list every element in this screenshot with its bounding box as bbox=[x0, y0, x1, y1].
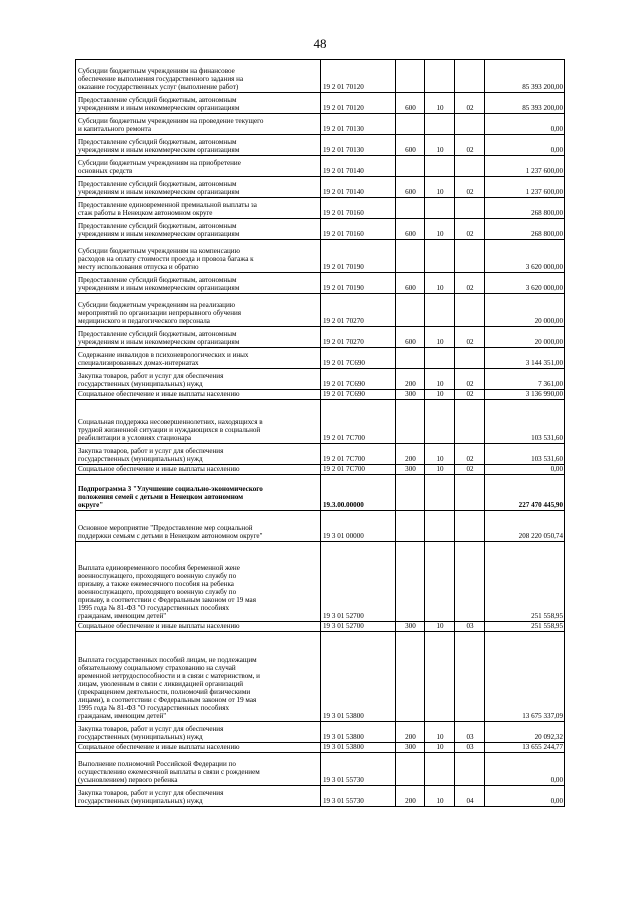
row-code: 19 2 01 70130 bbox=[321, 114, 396, 135]
row-amount: 0,00 bbox=[485, 114, 565, 135]
row-section: 10 bbox=[425, 722, 455, 743]
row-expense-type: 600 bbox=[396, 219, 425, 240]
row-section bbox=[425, 294, 455, 327]
row-code: 19 3 01 53800 bbox=[321, 743, 396, 753]
row-expense-type: 300 bbox=[396, 390, 425, 400]
row-amount: 103 531,60 bbox=[485, 400, 565, 444]
row-code: 19 2 01 7С690 bbox=[321, 348, 396, 369]
row-subsection bbox=[455, 511, 485, 542]
row-expense-type: 600 bbox=[396, 135, 425, 156]
row-section bbox=[425, 198, 455, 219]
row-name: Субсидии бюджетным учреждениям на реализацию мероприятий по организации непрерывного обучения медицинского и педагогического персонала bbox=[76, 294, 321, 327]
row-section: 10 bbox=[425, 369, 455, 390]
table-row bbox=[76, 156, 565, 177]
row-name: Закупка товаров, работ и услуг для обеспечения государственных (муниципальных) нужд bbox=[76, 786, 321, 807]
row-subsection bbox=[455, 542, 485, 622]
row-subsection: 02 bbox=[455, 93, 485, 114]
row-name: Содержание инвалидов в психоневрологических и иных специализированных домах-интернатах bbox=[76, 348, 321, 369]
row-amount: 13 675 337,09 bbox=[485, 632, 565, 722]
table-row bbox=[76, 753, 565, 786]
row-expense-type bbox=[396, 511, 425, 542]
row-code: 19 2 01 70140 bbox=[321, 177, 396, 198]
row-section: 10 bbox=[425, 219, 455, 240]
row-expense-type bbox=[396, 114, 425, 135]
row-subsection: 02 bbox=[455, 444, 485, 465]
row-amount: 0,00 bbox=[485, 135, 565, 156]
table-row bbox=[76, 632, 565, 722]
row-name: Субсидии бюджетным учреждениям на приобретение основных средств bbox=[76, 156, 321, 177]
row-subsection bbox=[455, 198, 485, 219]
row-expense-type: 200 bbox=[396, 444, 425, 465]
row-section: 10 bbox=[425, 390, 455, 400]
row-amount: 3 620 000,00 bbox=[485, 240, 565, 273]
row-amount: 20 000,00 bbox=[485, 294, 565, 327]
row-code: 19 3 01 00000 bbox=[321, 511, 396, 542]
row-name: Предоставление единовременной премиальной выплаты за стаж работы в Ненецком автономном округе bbox=[76, 198, 321, 219]
row-expense-type: 200 bbox=[396, 369, 425, 390]
row-section bbox=[425, 542, 455, 622]
row-expense-type bbox=[396, 348, 425, 369]
row-code: 19 2 01 70130 bbox=[321, 135, 396, 156]
row-subsection bbox=[455, 475, 485, 511]
row-section: 10 bbox=[425, 444, 455, 465]
row-expense-type bbox=[396, 156, 425, 177]
table-row bbox=[76, 327, 565, 348]
row-name: Подпрограмма 3 "Улучшение социально-экономического положения семей с детьми в Ненецком автономном округе" bbox=[76, 475, 321, 511]
row-section: 10 bbox=[425, 327, 455, 348]
row-section: 10 bbox=[425, 786, 455, 807]
row-section: 10 bbox=[425, 273, 455, 294]
row-amount: 1 237 600,00 bbox=[485, 177, 565, 198]
row-amount: 20 092,32 bbox=[485, 722, 565, 743]
row-section bbox=[425, 114, 455, 135]
table-row bbox=[76, 60, 565, 93]
row-name: Социальное обеспечение и иные выплаты населению bbox=[76, 465, 321, 475]
row-subsection: 02 bbox=[455, 390, 485, 400]
row-amount: 85 393 200,00 bbox=[485, 60, 565, 93]
row-expense-type bbox=[396, 542, 425, 622]
row-amount: 251 558,95 bbox=[485, 622, 565, 632]
row-code: 19 2 01 70160 bbox=[321, 198, 396, 219]
row-code: 19 3 01 53800 bbox=[321, 632, 396, 722]
row-subsection: 03 bbox=[455, 622, 485, 632]
row-code: 19 2 01 70120 bbox=[321, 60, 396, 93]
row-amount: 268 800,00 bbox=[485, 219, 565, 240]
row-code: 19 3 01 55730 bbox=[321, 786, 396, 807]
row-subsection: 03 bbox=[455, 722, 485, 743]
row-amount: 3 136 990,00 bbox=[485, 390, 565, 400]
row-amount: 85 393 200,00 bbox=[485, 93, 565, 114]
row-code: 19 2 01 70190 bbox=[321, 273, 396, 294]
row-amount: 1 237 600,00 bbox=[485, 156, 565, 177]
row-name: Предоставление субсидий бюджетным, автономным учреждениям и иным некоммерческим организациям bbox=[76, 273, 321, 294]
row-code: 19 2 01 70270 bbox=[321, 327, 396, 348]
row-code: 19 2 01 7С700 bbox=[321, 465, 396, 475]
row-code: 19 2 01 70270 bbox=[321, 294, 396, 327]
row-expense-type: 300 bbox=[396, 622, 425, 632]
row-name: Основное мероприятие "Предоставление мер социальной поддержки семьям с детьми в Ненецком автономном округе" bbox=[76, 511, 321, 542]
row-name: Социальное обеспечение и иные выплаты населению bbox=[76, 390, 321, 400]
table-row bbox=[76, 294, 565, 327]
table-row bbox=[76, 240, 565, 273]
row-code: 19 2 01 70160 bbox=[321, 219, 396, 240]
table-row bbox=[76, 369, 565, 390]
row-subsection: 02 bbox=[455, 219, 485, 240]
row-name: Закупка товаров, работ и услуг для обеспечения государственных (муниципальных) нужд bbox=[76, 722, 321, 743]
row-name: Предоставление субсидий бюджетным, автономным учреждениям и иным некоммерческим организациям bbox=[76, 177, 321, 198]
row-expense-type: 200 bbox=[396, 786, 425, 807]
table-row bbox=[76, 348, 565, 369]
row-section bbox=[425, 240, 455, 273]
row-name: Предоставление субсидий бюджетным, автономным учреждениям и иным некоммерческим организациям bbox=[76, 327, 321, 348]
table-row bbox=[76, 219, 565, 240]
row-expense-type: 600 bbox=[396, 273, 425, 294]
row-section: 10 bbox=[425, 93, 455, 114]
row-name: Выполнение полномочий Российской Федерации по осуществлению ежемесячной выплаты в связи с рождением (усыновлением) первого ребенка bbox=[76, 753, 321, 786]
row-subsection bbox=[455, 156, 485, 177]
row-subsection: 02 bbox=[455, 177, 485, 198]
row-expense-type bbox=[396, 475, 425, 511]
table-row bbox=[76, 444, 565, 465]
table-row bbox=[76, 400, 565, 444]
row-expense-type: 300 bbox=[396, 743, 425, 753]
table-row bbox=[76, 177, 565, 198]
budget-table bbox=[75, 59, 565, 807]
row-amount: 3 144 351,00 bbox=[485, 348, 565, 369]
table-row bbox=[76, 475, 565, 511]
table-row bbox=[76, 743, 565, 753]
row-section: 10 bbox=[425, 465, 455, 475]
row-amount: 3 620 000,00 bbox=[485, 273, 565, 294]
row-subsection: 03 bbox=[455, 743, 485, 753]
row-name: Закупка товаров, работ и услуг для обеспечения государственных (муниципальных) нужд bbox=[76, 369, 321, 390]
row-name: Субсидии бюджетным учреждениям на компенсацию расходов на оплату стоимости проезда и провоза багажа к месту использования отпуска и обратно bbox=[76, 240, 321, 273]
row-subsection: 02 bbox=[455, 273, 485, 294]
row-name: Предоставление субсидий бюджетным, автономным учреждениям и иным некоммерческим организациям bbox=[76, 219, 321, 240]
row-amount: 13 655 244,77 bbox=[485, 743, 565, 753]
row-amount: 0,00 bbox=[485, 786, 565, 807]
row-section: 10 bbox=[425, 135, 455, 156]
row-subsection: 02 bbox=[455, 327, 485, 348]
row-amount: 227 470 445,90 bbox=[485, 475, 565, 511]
row-expense-type bbox=[396, 753, 425, 786]
row-name: Субсидии бюджетным учреждениям на финансовое обеспечение выполнения государственного задания на оказание государственных услуг (выполнение работ) bbox=[76, 60, 321, 93]
row-expense-type bbox=[396, 240, 425, 273]
row-name: Социальное обеспечение и иные выплаты населению bbox=[76, 743, 321, 753]
row-section bbox=[425, 753, 455, 786]
page-number: 48 bbox=[313, 36, 327, 51]
row-subsection bbox=[455, 632, 485, 722]
budget-table-body bbox=[76, 60, 565, 807]
row-subsection: 02 bbox=[455, 135, 485, 156]
row-subsection bbox=[455, 60, 485, 93]
row-name: Предоставление субсидий бюджетным, автономным учреждениям и иным некоммерческим организациям bbox=[76, 93, 321, 114]
row-code: 19 2 01 7С690 bbox=[321, 369, 396, 390]
row-code: 19 3 01 52700 bbox=[321, 542, 396, 622]
row-amount: 0,00 bbox=[485, 753, 565, 786]
row-code: 19 2 01 7С700 bbox=[321, 444, 396, 465]
row-section: 10 bbox=[425, 177, 455, 198]
row-subsection bbox=[455, 348, 485, 369]
row-subsection bbox=[455, 114, 485, 135]
row-name: Субсидии бюджетным учреждениям на проведение текущего и капитального ремонта bbox=[76, 114, 321, 135]
row-section bbox=[425, 348, 455, 369]
table-row bbox=[76, 114, 565, 135]
row-expense-type bbox=[396, 60, 425, 93]
table-row bbox=[76, 622, 565, 632]
row-name: Выплата государственных пособий лицам, не подлежащим обязательному социальному страхованию на случай временной нетрудоспособности и в связи с материнством, и лицам, уволенным в связи с ликвидацией организаций (прекращением деятельности, полномочий физическими лицами), в соответствии с Федеральным законом от 19 мая 1995 года № 81-ФЗ "О государственных пособиях гражданам, имеющим детей" bbox=[76, 632, 321, 722]
row-subsection bbox=[455, 400, 485, 444]
row-subsection bbox=[455, 240, 485, 273]
table-row bbox=[76, 198, 565, 219]
table-row bbox=[76, 273, 565, 294]
row-expense-type bbox=[396, 632, 425, 722]
table-row bbox=[76, 93, 565, 114]
row-section bbox=[425, 400, 455, 444]
row-amount: 20 000,00 bbox=[485, 327, 565, 348]
row-name: Закупка товаров, работ и услуг для обеспечения государственных (муниципальных) нужд bbox=[76, 444, 321, 465]
row-code: 19 2 01 7С700 bbox=[321, 400, 396, 444]
table-row bbox=[76, 722, 565, 743]
row-amount: 0,00 bbox=[485, 465, 565, 475]
row-section bbox=[425, 156, 455, 177]
table-row bbox=[76, 542, 565, 622]
row-section: 10 bbox=[425, 622, 455, 632]
table-row bbox=[76, 511, 565, 542]
row-name: Выплата единовременного пособия беременной жене военнослужащего, проходящего военную службу по призыву, а также ежемесячного пособия на ребенка военнослужащего, проходящего военную службу по призыву, в соответствии с Федеральным законом от 19 мая 1995 года № 81-ФЗ "О государственных пособиях гражданам, имеющим детей" bbox=[76, 542, 321, 622]
row-code: 19 3 01 55730 bbox=[321, 753, 396, 786]
row-section bbox=[425, 511, 455, 542]
row-code: 19 2 01 70190 bbox=[321, 240, 396, 273]
row-subsection: 02 bbox=[455, 369, 485, 390]
row-code: 19 2 01 70140 bbox=[321, 156, 396, 177]
row-amount: 103 531,60 bbox=[485, 444, 565, 465]
row-subsection bbox=[455, 294, 485, 327]
row-expense-type: 600 bbox=[396, 93, 425, 114]
row-subsection bbox=[455, 753, 485, 786]
row-section bbox=[425, 60, 455, 93]
row-section: 10 bbox=[425, 743, 455, 753]
table-row bbox=[76, 786, 565, 807]
row-code: 19 3 01 52700 bbox=[321, 622, 396, 632]
row-expense-type bbox=[396, 400, 425, 444]
row-code: 19 2 01 70120 bbox=[321, 93, 396, 114]
row-code: 19.3.00.00000 bbox=[321, 475, 396, 511]
table-row bbox=[76, 390, 565, 400]
row-code: 19 2 01 7С690 bbox=[321, 390, 396, 400]
row-code: 19 3 01 53800 bbox=[321, 722, 396, 743]
row-expense-type bbox=[396, 198, 425, 219]
row-expense-type: 600 bbox=[396, 177, 425, 198]
row-section bbox=[425, 475, 455, 511]
row-subsection: 02 bbox=[455, 465, 485, 475]
row-amount: 268 800,00 bbox=[485, 198, 565, 219]
row-name: Социальное обеспечение и иные выплаты населению bbox=[76, 622, 321, 632]
row-name: Социальная поддержка несовершеннолетних, находящихся в трудной жизненной ситуации и нуждающихся в социальной реабилитации в условиях стационара bbox=[76, 400, 321, 444]
row-amount: 251 558,95 bbox=[485, 542, 565, 622]
row-subsection: 04 bbox=[455, 786, 485, 807]
row-amount: 208 220 050,74 bbox=[485, 511, 565, 542]
row-expense-type bbox=[396, 294, 425, 327]
table-row bbox=[76, 465, 565, 475]
row-section bbox=[425, 632, 455, 722]
row-expense-type: 200 bbox=[396, 722, 425, 743]
table-row bbox=[76, 135, 565, 156]
row-name: Предоставление субсидий бюджетным, автономным учреждениям и иным некоммерческим организациям bbox=[76, 135, 321, 156]
row-amount: 7 361,00 bbox=[485, 369, 565, 390]
row-expense-type: 300 bbox=[396, 465, 425, 475]
row-expense-type: 600 bbox=[396, 327, 425, 348]
